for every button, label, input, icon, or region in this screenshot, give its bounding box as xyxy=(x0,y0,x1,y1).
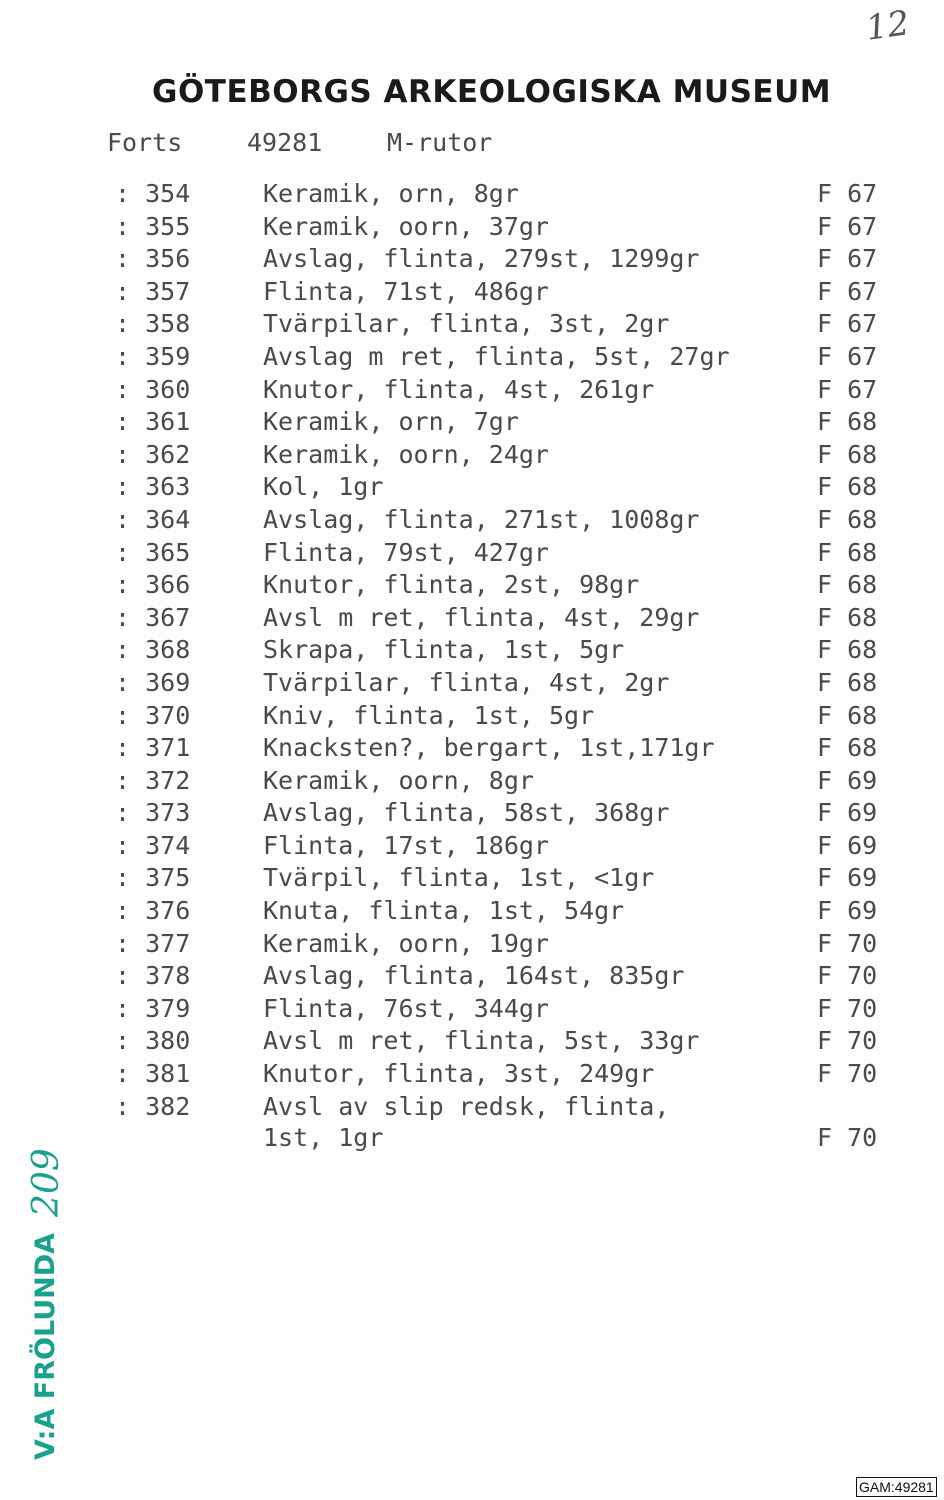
site-number: 209 xyxy=(26,1148,67,1217)
subheading-label: Forts xyxy=(107,128,183,157)
list-item-num: : 363 xyxy=(115,472,191,502)
subheading-number: 49281 xyxy=(247,128,323,157)
list-item-desc: Avsl av slip redsk, flinta, xyxy=(263,1091,670,1121)
list-item-num: : 367 xyxy=(115,602,191,632)
list-item-desc: Kol, 1gr xyxy=(263,472,384,502)
list-item-num: : 361 xyxy=(115,407,191,437)
list-item-num: : 366 xyxy=(115,570,191,600)
list-item-desc: Flinta, 71st, 486gr xyxy=(263,276,549,306)
list-item-num: : 357 xyxy=(115,276,191,306)
list-item-num: : 370 xyxy=(115,700,191,730)
list-item-desc: Keramik, oorn, 37gr xyxy=(263,211,549,241)
list-item-code: F 69 xyxy=(817,863,878,893)
list-item-desc: Tvärpilar, flinta, 3st, 2gr xyxy=(263,309,670,339)
subheading xyxy=(107,128,492,157)
list-item-num: : 358 xyxy=(115,309,191,339)
list-item-num: : 376 xyxy=(115,896,191,926)
list-item-desc: Flinta, 79st, 427gr xyxy=(263,537,549,567)
list-item-num: : 373 xyxy=(115,798,191,828)
list-item-num: : 362 xyxy=(115,439,191,469)
list-item-desc: Avsl m ret, flinta, 4st, 29gr xyxy=(263,602,700,632)
list-item-desc: Keramik, oorn, 8gr xyxy=(263,765,534,795)
list-item-num: : 374 xyxy=(115,830,191,860)
list-item-num: : 379 xyxy=(115,993,191,1023)
list-item-desc: Keramik, oorn, 24gr xyxy=(263,439,549,469)
list-item-code: F 69 xyxy=(817,830,878,860)
list-item-desc: Flinta, 76st, 344gr xyxy=(263,993,549,1023)
last-row-code: F 70 xyxy=(817,1123,878,1152)
list-item-desc: Kniv, flinta, 1st, 5gr xyxy=(263,700,595,730)
list-item-num: : 356 xyxy=(115,244,191,274)
list-item-code: F 68 xyxy=(817,407,878,437)
list-item-code: F 68 xyxy=(817,733,878,763)
list-item-desc: Tvärpil, flinta, 1st, <1gr xyxy=(263,863,655,893)
list-item-code: F 68 xyxy=(817,537,878,567)
list-item-code: F 67 xyxy=(817,341,878,371)
list-item-desc: Knutor, flinta, 4st, 261gr xyxy=(263,374,655,404)
list-item-code: F 67 xyxy=(817,211,878,241)
list-item-num: : 380 xyxy=(115,1026,191,1056)
list-item-desc: Keramik, orn, 7gr xyxy=(263,407,519,437)
list-item-code: F 68 xyxy=(817,700,878,730)
list-item-num: : 381 xyxy=(115,1059,191,1089)
list-item-desc: Avslag m ret, flinta, 5st, 27gr xyxy=(263,341,730,371)
list-item-desc: Keramik, orn, 8gr xyxy=(263,179,519,208)
site-stamp-text: V:A FRÖLUNDA xyxy=(30,1232,61,1460)
museum-header: GÖTEBORGS ARKEOLOGISKA MUSEUM xyxy=(152,74,832,110)
list-item-desc: Keramik, oorn, 19gr xyxy=(263,928,549,958)
list-item-desc: Skrapa, flinta, 1st, 5gr xyxy=(263,635,625,665)
list-item-num: : 354 xyxy=(115,179,191,208)
list-item-desc: Knutor, flinta, 2st, 98gr xyxy=(263,570,640,600)
list-item-code: F 67 xyxy=(817,179,878,208)
list-item-code: F 70 xyxy=(817,961,878,991)
list-item-code: F 67 xyxy=(817,276,878,306)
list-item-code: F 68 xyxy=(817,439,878,469)
list-item-desc: Avslag, flinta, 58st, 368gr xyxy=(263,798,670,828)
list-item-code: F 67 xyxy=(817,309,878,339)
list-item-code: F 68 xyxy=(817,472,878,502)
list-item-num: : 360 xyxy=(115,374,191,404)
list-item-desc: Avslag, flinta, 271st, 1008gr xyxy=(263,504,700,534)
list-item-desc: Tvärpilar, flinta, 4st, 2gr xyxy=(263,667,670,697)
catalog-tag: GAM:49281 xyxy=(856,1477,937,1497)
list-item-code: F 68 xyxy=(817,667,878,697)
list-item-desc: Flinta, 17st, 186gr xyxy=(263,830,549,860)
list-item-code: F 70 xyxy=(817,928,878,958)
list-item-num: : 359 xyxy=(115,341,191,371)
list-item-code: F 69 xyxy=(817,765,878,795)
list-item-code: F 69 xyxy=(817,896,878,926)
list-item-code: F 70 xyxy=(817,1059,878,1089)
list-item-num: : 382 xyxy=(115,1091,191,1121)
list-item-code: F 68 xyxy=(817,602,878,632)
list-item-desc: Knacksten?, bergart, 1st,171gr xyxy=(263,733,715,763)
site-stamp xyxy=(22,1148,67,1460)
list-item-num: : 365 xyxy=(115,537,191,567)
list-item-num: : 372 xyxy=(115,765,191,795)
list-item-num: : 355 xyxy=(115,211,191,241)
subheading-area: M-rutor xyxy=(387,128,493,157)
list-item-num: : 369 xyxy=(115,667,191,697)
last-row-continuation: 1st, 1gr xyxy=(263,1123,384,1152)
list-item-desc: Knutor, flinta, 3st, 249gr xyxy=(263,1059,655,1089)
list-item-code: F 67 xyxy=(817,244,878,274)
list-item-code: F 67 xyxy=(817,374,878,404)
list-item-code: F 70 xyxy=(817,993,878,1023)
list-item-desc: Avslag, flinta, 279st, 1299gr xyxy=(263,244,700,274)
list-item-num: : 375 xyxy=(115,863,191,893)
list-item-desc: Avslag, flinta, 164st, 835gr xyxy=(263,961,685,991)
list-item-num: : 371 xyxy=(115,733,191,763)
list-item-code: F 69 xyxy=(817,798,878,828)
corner-page-note: 12 xyxy=(863,3,912,49)
list-item-code: F 68 xyxy=(817,570,878,600)
list-item-num: : 364 xyxy=(115,504,191,534)
list-item-code: F 68 xyxy=(817,635,878,665)
list-item-code: F 70 xyxy=(817,1026,878,1056)
list-item-num: : 378 xyxy=(115,961,191,991)
list-item-desc: Knuta, flinta, 1st, 54gr xyxy=(263,896,625,926)
list-item-desc: Avsl m ret, flinta, 5st, 33gr xyxy=(263,1026,700,1056)
list-item-num: : 368 xyxy=(115,635,191,665)
list-item-code: F 68 xyxy=(817,504,878,534)
list-item-num: : 377 xyxy=(115,928,191,958)
